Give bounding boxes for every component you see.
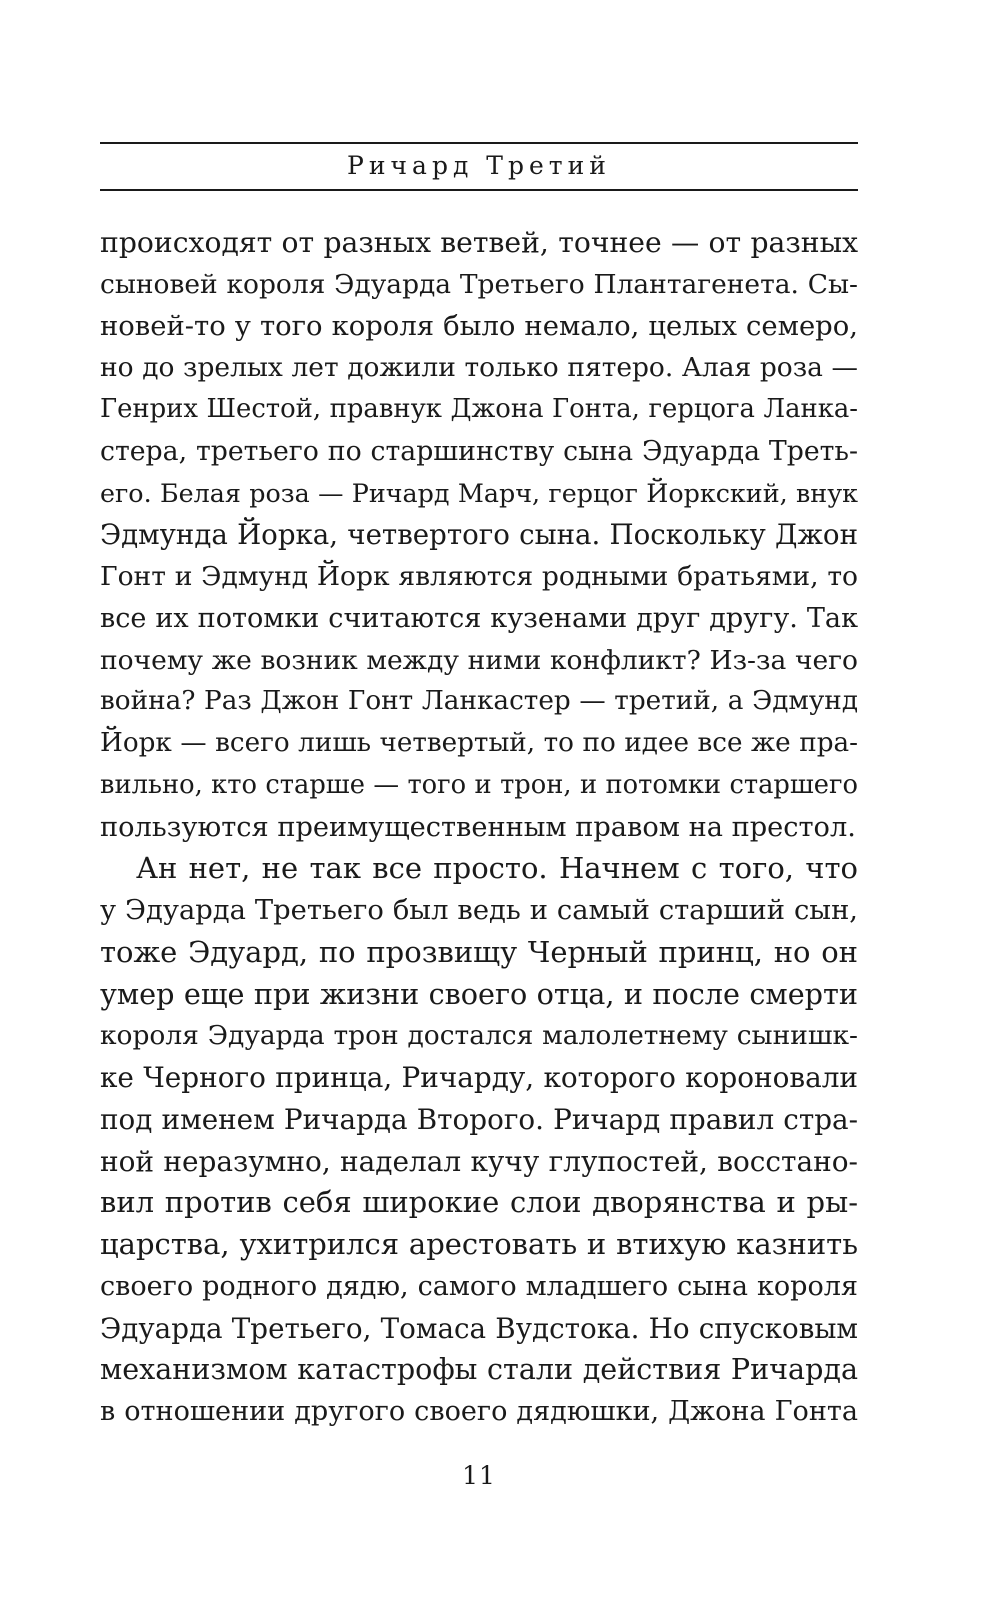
- text-line: вильно, кто старше — того и трон, и потомки старшего: [100, 769, 858, 800]
- text-line: механизмом катастрофы стали действия Ричарда: [100, 1352, 858, 1387]
- text-line: под именем Ричарда Второго. Ричард правил стра-: [100, 1102, 858, 1136]
- text-line: царства, ухитрился арестовать и втихую казнить: [100, 1227, 858, 1261]
- text-line: но до зрелых лет дожили только пятеро. Алая роза —: [100, 352, 858, 384]
- text-line: Йорк — всего лишь четвертый, то по идее все же пра-: [100, 728, 858, 758]
- text-line: пользуются преимущественным правом на престол.: [100, 811, 856, 843]
- header-top-rule: [100, 142, 858, 144]
- header-bottom-rule: [100, 189, 858, 191]
- text-line: тоже Эдуард, по прозвищу Черный принц, но он: [100, 934, 858, 969]
- text-line: все их потомки считаются кузенами друг другу. Так: [100, 602, 858, 634]
- text-line: война? Раз Джон Гонт Ланкастер — третий, а Эдмунд: [100, 686, 858, 717]
- text-line: стера, третьего по старшинству сына Эдуарда Треть-: [100, 435, 858, 467]
- text-line: ке Черного принца, Ричарду, которого короновали: [100, 1061, 858, 1094]
- text-line: его. Белая роза — Ричард Марч, герцог Йоркский, внук: [100, 477, 858, 508]
- text-line-paragraph-start: Ан нет, не так все просто. Начнем с того, что: [136, 851, 858, 886]
- text-line: почему же возник между ними конфликт? Из-за чего: [100, 644, 858, 676]
- text-line: Эдуарда Третьего, Томаса Вудстока. Но спусковым: [100, 1311, 858, 1345]
- body-text: [100, 222, 858, 1433]
- text-line: умер еще при жизни своего отца, и после смерти: [100, 976, 858, 1011]
- page-number: 11: [462, 1461, 496, 1490]
- text-line: сыновей короля Эдуарда Третьего Плантагенета. Сы-: [100, 268, 858, 300]
- text-line: у Эдуарда Третьего был ведь и самый старший сын,: [100, 895, 858, 926]
- text-line: Генрих Шестой, правнук Джона Гонта, герцога Ланка-: [100, 394, 858, 424]
- text-line: происходят от разных ветвей, точнее — от разных: [100, 226, 858, 259]
- text-line: ной неразумно, наделал кучу глупостей, восстано-: [100, 1144, 858, 1178]
- text-line: Эдмунда Йорка, четвертого сына. Поскольку Джон: [100, 518, 858, 552]
- text-line: своего родного дядю, самого младшего сына короля: [100, 1270, 858, 1302]
- text-line: вил против себя широкие слои дворянства и ры-: [100, 1185, 858, 1220]
- text-line: Гонт и Эдмунд Йорк являются родными братьями, то: [100, 561, 858, 592]
- text-line: в отношении другого своего дядюшки, Джона Гонта: [100, 1396, 858, 1427]
- text-line: новей-то у того короля было немало, целых семеро,: [100, 310, 858, 342]
- text-line: короля Эдуарда трон достался малолетнему сынишк-: [100, 1020, 858, 1052]
- running-head-title: Ричард Третий: [347, 151, 611, 180]
